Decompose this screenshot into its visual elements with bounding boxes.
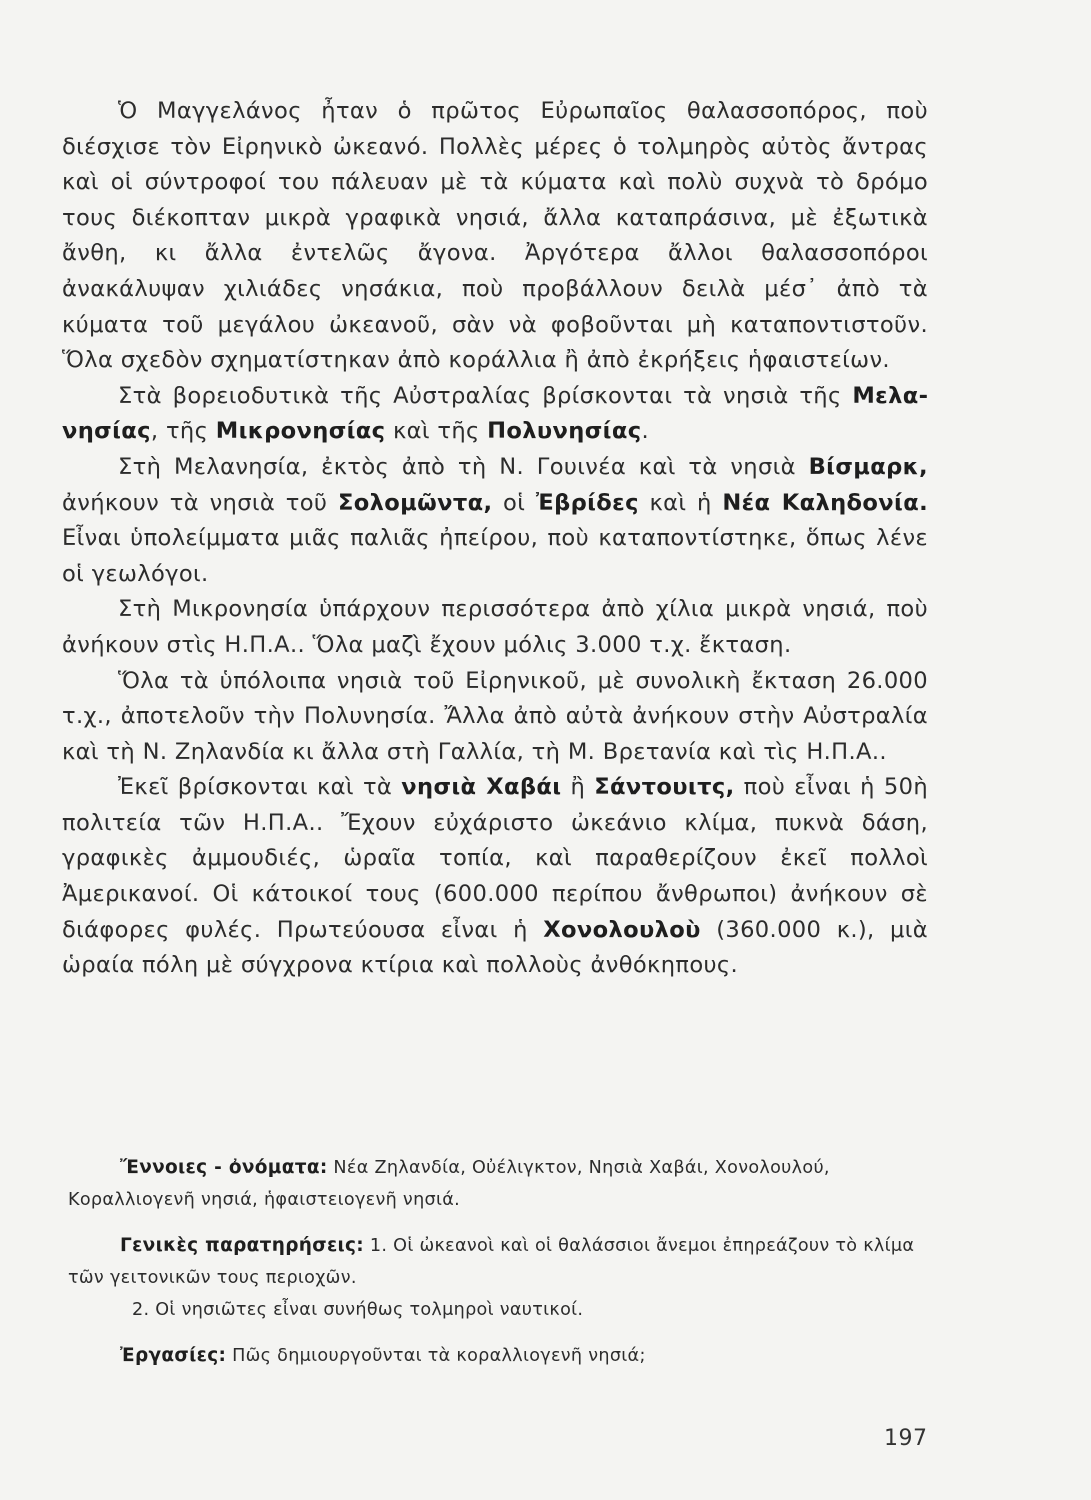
text-run: Στὴ Μελανησία, ἐκτὸς ἀπὸ τὴ Ν. Γουινέα καὶ τὰ νησιὰ bbox=[118, 453, 809, 480]
text-run: ἢ bbox=[561, 774, 595, 801]
text-run: οἱ bbox=[492, 489, 536, 516]
term-hawaii: νησιὰ Χαβάι bbox=[401, 774, 562, 801]
term-new-caledonia: Νέα Καληδονία. bbox=[722, 489, 928, 516]
text-run: Στὰ βορειοδυτικὰ τῆς Αὐστραλίας βρίσκονται τὰ νησιὰ τῆς bbox=[118, 382, 853, 409]
term-honolulu: Χονολουλοὺ bbox=[543, 916, 701, 943]
text-run: καὶ τῆς bbox=[385, 418, 488, 445]
term-bismarck: Βίσμαρκ, bbox=[808, 453, 928, 480]
page-number: 197 bbox=[884, 1426, 928, 1451]
paragraph-melanesia bbox=[62, 450, 928, 592]
text-run: (360.000 κ.), μιὰ ὡραία πόλη μὲ σύγχρονα κτίρια καὶ πολλοὺς ἀνθόκηπους. bbox=[62, 916, 928, 979]
text-run: ποὺ εἶναι ἡ 50ὴ πολιτεία τῶν Η.Π.Α.. Ἔχουν εὐχάριστο ὠκεάνιο κλίμα, πυκνὰ δάση, γραφικὲς ἀμμουδιές, ὡραῖα τοπία, καὶ παραθερίζουν ἐκεῖ πολλοὶ Ἀμερικανοί. Οἱ κάτοικοί τους (600.000 περίπου ἄνθρωποι) ἀνήκουν σὲ διάφορες φυλές. Πρωτεύουσα εἶναι ἡ bbox=[62, 774, 929, 943]
tasks-text: Πῶς δημιουργοῦνται τὰ κοραλλιογενῆ νησιά; bbox=[226, 1346, 646, 1366]
concepts-label: Ἔννοιες - ὀνόματα: bbox=[120, 1157, 328, 1178]
tasks-label: Ἐργασίες: bbox=[120, 1345, 227, 1366]
term-polynesia: Πολυνησίας bbox=[487, 418, 642, 445]
general-note-1 bbox=[68, 1230, 930, 1294]
term-solomon: Σολομῶντα, bbox=[337, 489, 493, 516]
paragraph-magellan: Ὁ Μαγγελάνος ἦταν ὁ πρῶτος Εὐρωπαῖος θαλασσοπόρος, ποὺ διέσχισε τὸν Εἰρηνικὸ ὠκεανό. Πολλὲς μέρες ὁ τολμηρὸς αὐτὸς ἄντρας καὶ οἱ σύντροφοί του πάλευαν μὲ τὰ κύματα καὶ πολὺ συχνὰ τὸ δρόμο τους διέκοπταν μικρὰ γραφικὰ νησιά, ἄλλα καταπράσινα, μὲ ἐξωτικὰ ἄνθη, κι ἄλλα ἐντελῶς ἄγονα. Ἀργότερα ἄλλοι θαλασσοπόροι ἀνακάλυψαν χιλιάδες νησάκια, ποὺ προβάλλουν δειλὰ μέσ᾽ ἀπὸ τὰ κύματα τοῦ μεγάλου ὠκεανοῦ, σὰν νὰ φοβοῦνται μὴ καταποντιστοῦν. Ὅλα σχεδὸν σχηματίστηκαν ἀπὸ κοράλλια ἢ ἀπὸ ἐκρήξεις ἡφαιστείων. bbox=[62, 98, 928, 374]
main-text bbox=[62, 94, 928, 984]
concepts-note bbox=[68, 1152, 930, 1216]
text-run: ἀνήκουν τὰ νησιὰ τοῦ bbox=[62, 489, 338, 516]
term-melanesia: Μελανησίας bbox=[62, 382, 928, 445]
general-label: Γενικὲς παρατηρήσεις: bbox=[120, 1235, 365, 1256]
term-micronesia: Μικρονησίας bbox=[215, 418, 386, 445]
general-note-2: 2. Οἱ νησιῶτες εἶναι συνήθως τολμηροὶ ναυτικοί. bbox=[132, 1300, 584, 1320]
term-sandwich: Σάντουιτς, bbox=[594, 774, 735, 801]
general-text-1: 1. Οἱ ὠκεανοὶ καὶ οἱ θαλάσσιοι ἄνεμοι ἐπηρεάζουν τὸ κλίμα τῶν γειτονικῶν τους περιοχῶν. bbox=[68, 1236, 915, 1288]
concepts-text: Νέα Ζηλανδία, Οὐέλιγκτον, Νησιὰ Χαβάι, Χονολουλού, Κοραλλιογενῆ νησιά, ἡφαιστειογενῆ νησιά. bbox=[68, 1158, 830, 1210]
paragraph-regions bbox=[62, 379, 928, 450]
paragraph-micronesia: Στὴ Μικρονησία ὑπάρχουν περισσότερα ἀπὸ χίλια μικρὰ νησιά, ποὺ ἀνήκουν στὶς Η.Π.Α.. Ὅλα μαζὶ ἔχουν μόλις 3.000 τ.χ. ἔκταση. bbox=[62, 596, 928, 658]
term-hebrides: Ἐβρίδες bbox=[535, 489, 639, 516]
paragraph-polynesia: Ὅλα τὰ ὑπόλοιπα νησιὰ τοῦ Εἰρηνικοῦ, μὲ συνολικὴ ἔκταση 26.000 τ.χ., ἀποτελοῦν τὴν Πολυνησία. Ἄλλα ἀπὸ αὐτὰ ἀνήκουν στὴν Αὐστραλία καὶ τὴ Ν. Ζηλανδία κι ἄλλα στὴ Γαλλία, τὴ Μ. Βρετανία καὶ τὶς Η.Π.Α.. bbox=[62, 667, 928, 765]
text-run: Εἶναι ὑπολείμματα μιᾶς παλιᾶς ἠπείρου, ποὺ καταποντίστηκε, ὅπως λένε οἱ γεωλόγοι. bbox=[62, 525, 928, 587]
paragraph-hawaii bbox=[62, 770, 928, 984]
text-run: Ἐκεῖ βρίσκονται καὶ τὰ bbox=[118, 774, 402, 801]
text-run: . bbox=[641, 418, 649, 445]
text-run: , τῆς bbox=[150, 418, 216, 445]
text-run: καὶ ἡ bbox=[638, 489, 723, 516]
notes-section bbox=[68, 1152, 930, 1386]
tasks-note bbox=[68, 1340, 930, 1372]
